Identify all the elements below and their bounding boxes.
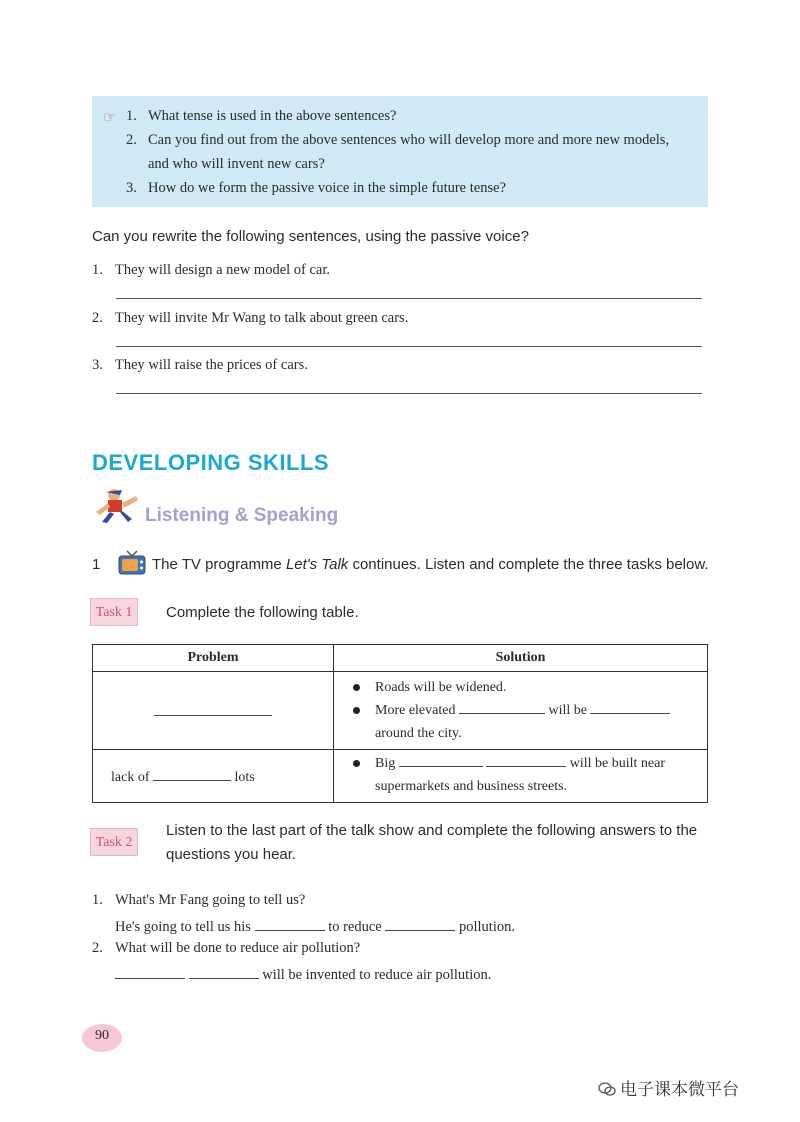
question-2-cont: and who will invent new cars? xyxy=(148,156,325,172)
table-header-row xyxy=(93,645,708,672)
task-2-question-2: 2. What will be done to reduce air pollution? xyxy=(92,940,361,956)
blank[interactable] xyxy=(590,699,670,714)
solution-text: supermarkets and business streets. xyxy=(375,779,568,794)
blank[interactable] xyxy=(399,752,483,767)
table-row xyxy=(93,750,708,803)
solution-text: Roads will be widened. xyxy=(375,680,507,695)
problem-solution-table xyxy=(92,644,708,803)
problem-cell-1 xyxy=(93,672,334,750)
tv-icon xyxy=(117,549,147,577)
solution-text: More elevated xyxy=(375,703,456,718)
blank[interactable] xyxy=(153,766,231,781)
listening-figure-icon xyxy=(92,486,142,524)
pointing-hand-icon: ☞ xyxy=(103,110,117,126)
blank[interactable] xyxy=(486,752,566,767)
blank[interactable] xyxy=(459,699,545,714)
solution-text: Big xyxy=(375,756,396,771)
solution-text: will be xyxy=(548,703,587,718)
blank[interactable] xyxy=(189,964,259,979)
solution-cell-2 xyxy=(334,750,708,803)
wechat-icon xyxy=(598,1082,616,1096)
activity-1-instruction: The TV programme Let's Talk continues. Listen and complete the three tasks below. xyxy=(152,556,709,573)
answer-line-2[interactable] xyxy=(116,346,702,347)
exercise-3: 3. They will raise the prices of cars. xyxy=(92,357,308,373)
question-3: 3. How do we form the passive voice in the simple future tense? xyxy=(126,180,506,196)
task-2-tag: Task 2 xyxy=(90,828,138,856)
task-2-answer-2: will be invented to reduce air pollution. xyxy=(115,964,491,984)
blank[interactable] xyxy=(115,964,185,979)
task-2-question-1: 1. What's Mr Fang going to tell us? xyxy=(92,892,306,908)
activity-number: 1 xyxy=(92,556,101,573)
answer-line-3[interactable] xyxy=(116,393,702,394)
question-1: 1. What tense is used in the above sentences? xyxy=(126,108,397,124)
task-1-tag: Task 1 xyxy=(90,598,138,626)
solution-header: Solution xyxy=(334,645,708,672)
section-title: DEVELOPING SKILLS xyxy=(92,450,330,475)
rewrite-prompt: Can you rewrite the following sentences, using the passive voice? xyxy=(92,228,529,245)
table-row xyxy=(93,672,708,750)
task-2-instruction-line2: questions you hear. xyxy=(166,846,297,863)
blank[interactable] xyxy=(154,701,272,716)
exercise-2: 2. They will invite Mr Wang to talk about green cars. xyxy=(92,310,409,326)
blank[interactable] xyxy=(255,916,325,931)
page-number: 90 xyxy=(82,1024,122,1052)
exercise-1: 1. They will design a new model of car. xyxy=(92,262,331,278)
solution-text: around the city. xyxy=(375,726,462,741)
question-2: 2. Can you find out from the above sentences who will develop more and more new models, xyxy=(126,132,670,148)
problem-cell-2 xyxy=(93,750,334,803)
task-2-instruction-line1: Listen to the last part of the talk show and complete the following answers to the xyxy=(166,822,698,839)
problem-header: Problem xyxy=(93,645,334,672)
answer-line-1[interactable] xyxy=(116,298,702,299)
problem-text: lots xyxy=(234,770,255,785)
task-1-instruction: Complete the following table. xyxy=(166,604,359,621)
solution-text: will be built near xyxy=(569,756,665,771)
blank[interactable] xyxy=(385,916,455,931)
subsection-title: Listening & Speaking xyxy=(145,505,339,526)
problem-text: lack of xyxy=(111,770,150,785)
task-2-answer-1: He's going to tell us his to reduce pollution. xyxy=(115,916,515,936)
solution-cell-1 xyxy=(334,672,708,750)
watermark: 电子课本微平台 xyxy=(598,1075,739,1100)
